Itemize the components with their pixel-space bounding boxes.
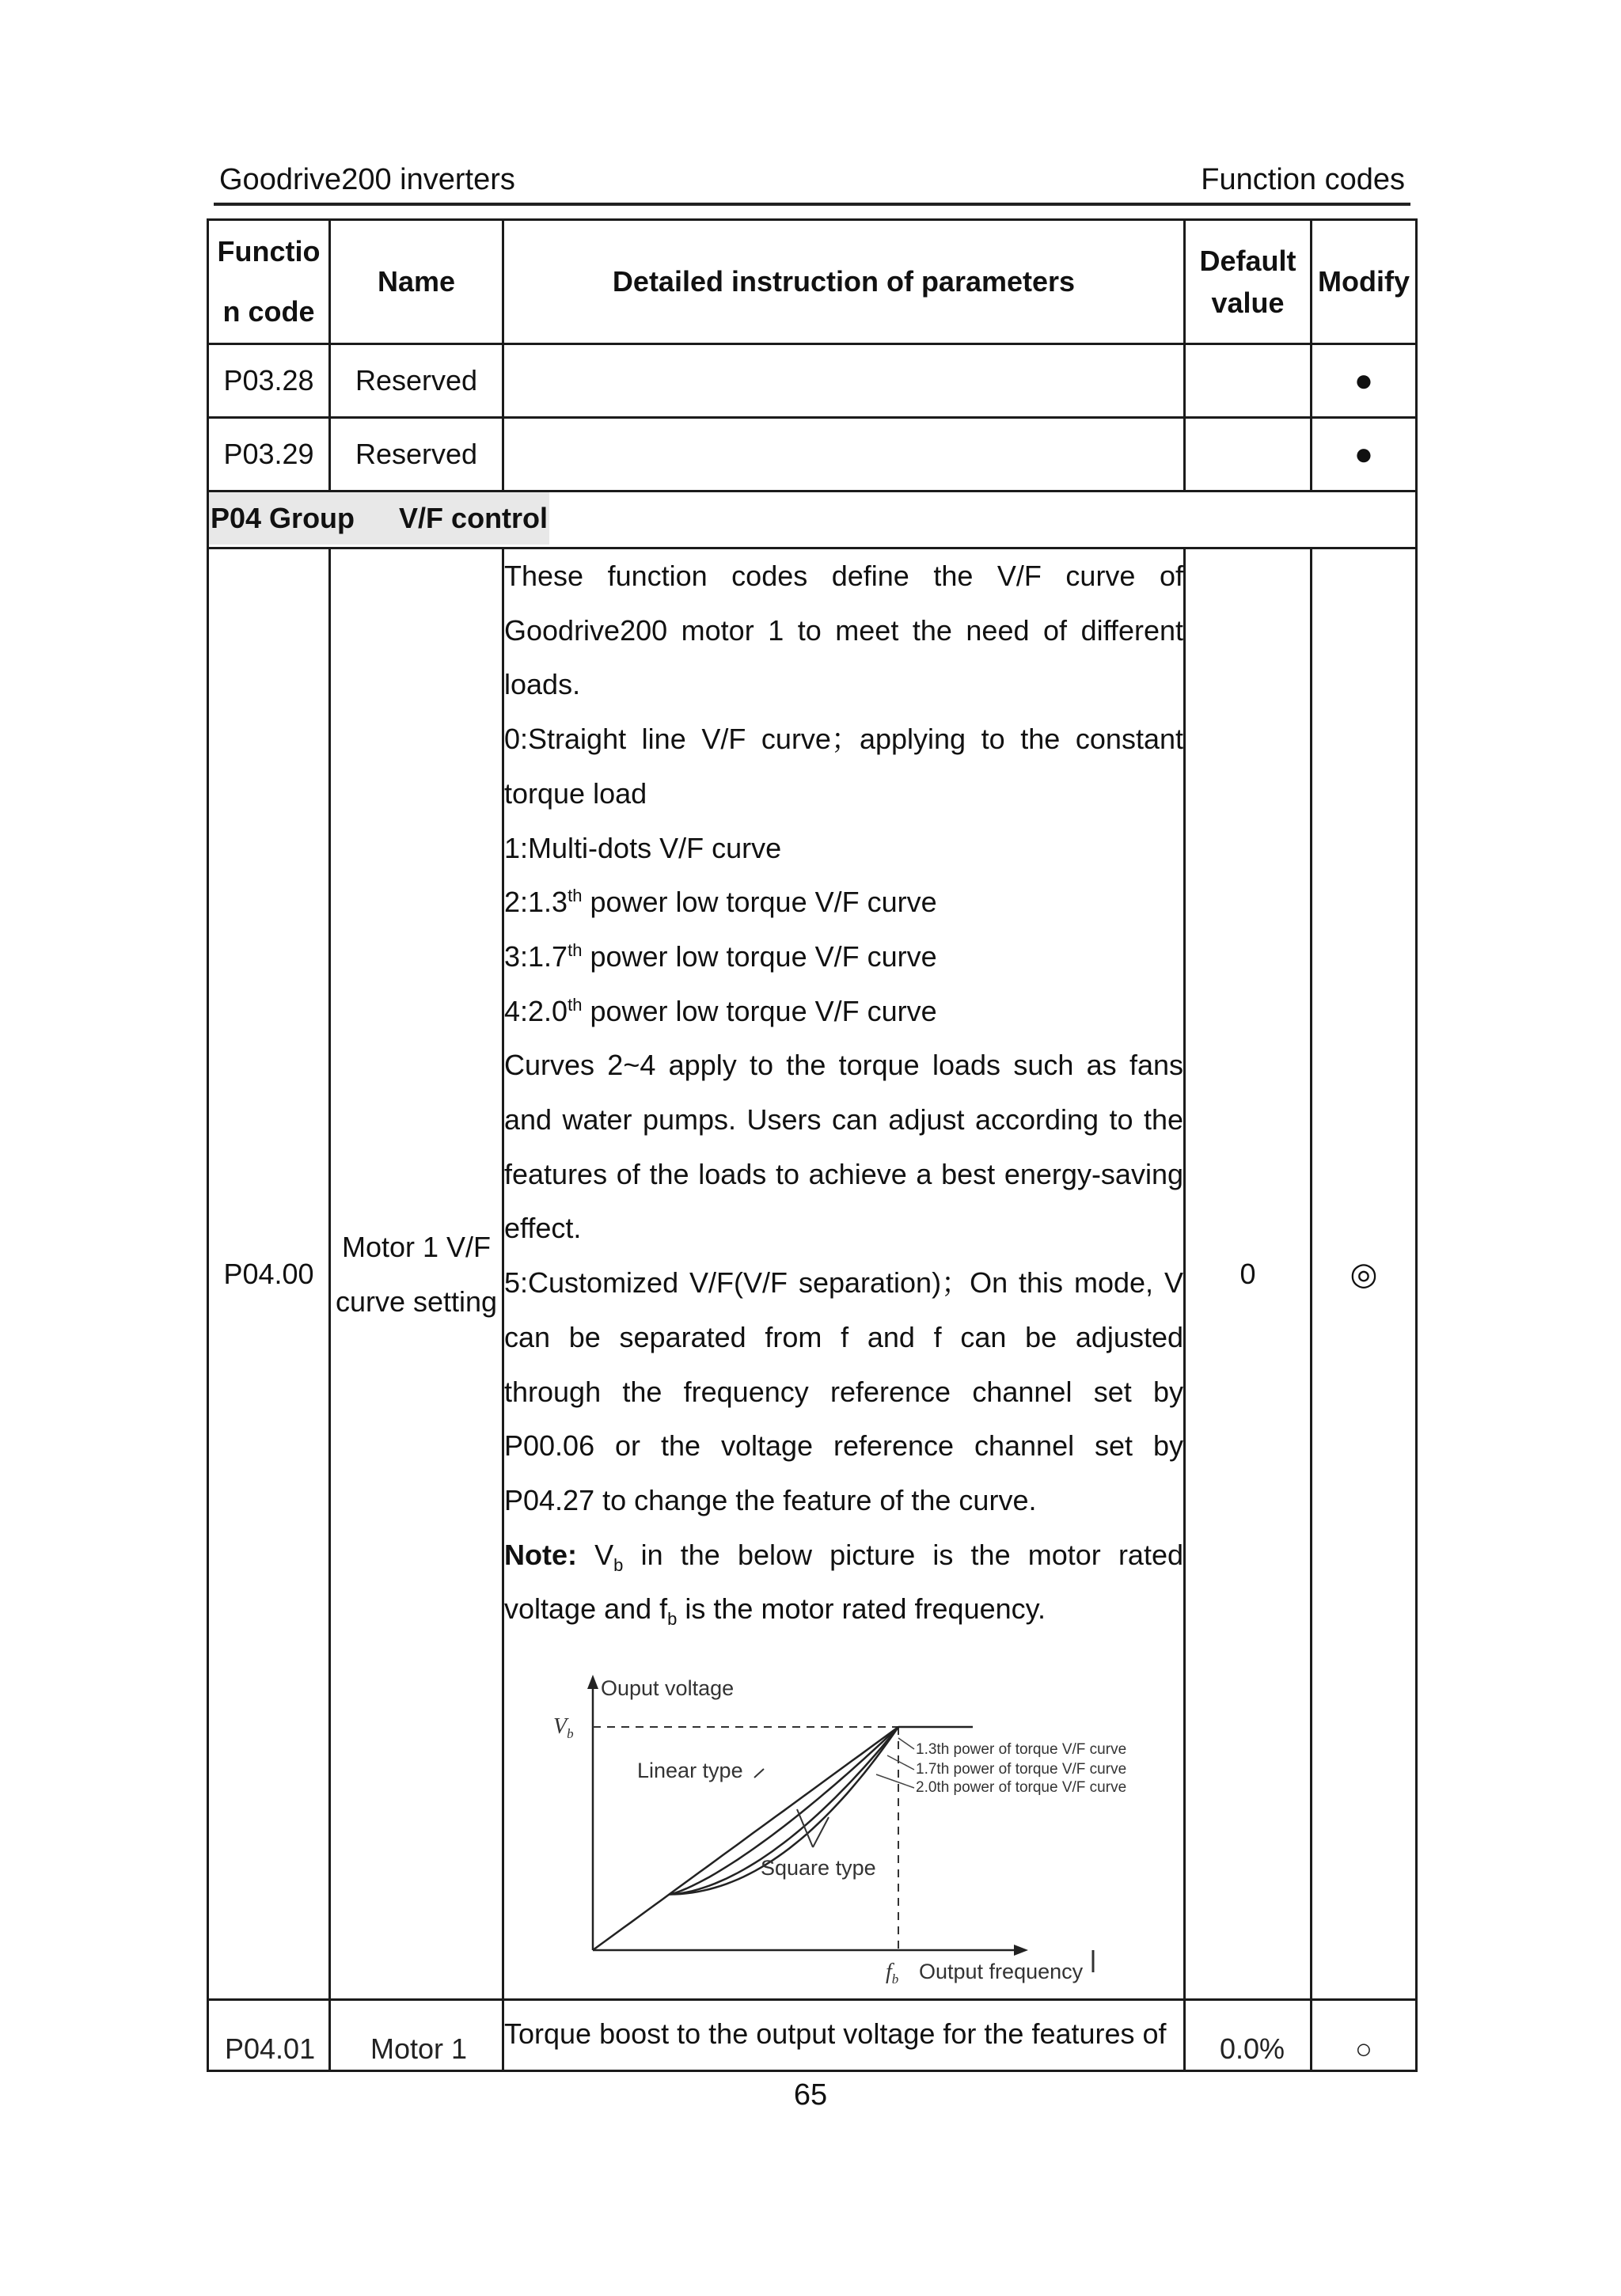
- group-row: [208, 491, 1417, 548]
- row-default: 0: [1185, 548, 1312, 2000]
- detail-note: Note: $V_b$ in the below picture is the motor rated voltage and $f_b$ is the motor rated frequency.: [504, 1538, 1183, 1630]
- group-code: P04 Group: [211, 502, 355, 534]
- row-name: Reserved: [330, 344, 503, 418]
- x-marker-fb: $f_b$: [886, 1960, 899, 1987]
- linear-leader: [754, 1769, 764, 1778]
- y-marker-vb: $V_b$: [553, 1714, 574, 1742]
- col-header-default-line1: Default: [1199, 245, 1296, 277]
- annotation-square: Square type: [761, 1856, 876, 1880]
- group-label: [209, 492, 549, 545]
- row-detail: [503, 418, 1185, 491]
- detail-option-0: 0:Straight line V/F curve；applying to the constant torque load: [504, 723, 1183, 810]
- c13-leader: [898, 1738, 914, 1749]
- vf-curve-chart: [504, 1640, 1181, 1987]
- row-code: P03.28: [208, 344, 330, 418]
- row-modify-dot: ●: [1312, 344, 1417, 418]
- y-axis-arrow: [587, 1675, 598, 1689]
- c20-leader: [876, 1774, 914, 1788]
- row-modify-dot: ●: [1312, 418, 1417, 491]
- detail-option-3: 3:1.7th power low torque V/F curve: [504, 939, 937, 973]
- row-detail: Torque boost to the output voltage for the features of: [503, 2000, 1185, 2071]
- note-label: Note:: [504, 1538, 577, 1571]
- function-code-table: [207, 218, 1418, 2072]
- row-modify-mark: ◎: [1312, 548, 1417, 2000]
- row-detail: [503, 548, 1185, 2000]
- row-name: Reserved: [330, 418, 503, 491]
- p04-01-code-cut: P04.01: [225, 2032, 316, 2065]
- detail-option-4: 4:2.0th power low torque V/F curve: [504, 994, 937, 1027]
- row-code: P04.00: [208, 548, 330, 2000]
- col-header-modify: Modify: [1312, 220, 1417, 344]
- row-default: [1185, 344, 1312, 418]
- table-header-row: [208, 220, 1417, 344]
- annotation-c13: 1.3th power of torque V/F curve: [916, 1741, 1127, 1759]
- running-header-section: Function codes: [1201, 163, 1405, 196]
- col-header-code-line2: n code: [222, 295, 315, 328]
- annotation-linear: Linear type: [637, 1759, 743, 1783]
- annotation-c20: 2.0th power of torque V/F curve: [916, 1779, 1127, 1797]
- col-header-code-line1: Functio: [217, 235, 321, 268]
- group-cell: [208, 491, 1417, 548]
- row-default: [1185, 418, 1312, 491]
- detail-option-5: 5:Customized V/F(V/F separation)；On this mode, V can be separated from f and f can be adjusted through the frequency reference channel set by P00.06 or the voltage reference channel set by P04.27 to change the feature of the curve.: [504, 1266, 1183, 1516]
- col-header-function-code: [208, 220, 330, 344]
- row-name: [330, 548, 503, 2000]
- c17-leader: [887, 1755, 914, 1770]
- detail-option-1: 1:Multi-dots V/F curve: [504, 831, 782, 864]
- col-header-default: [1185, 220, 1312, 344]
- annotation-c17: 1.7th power of torque V/F curve: [916, 1761, 1127, 1778]
- col-header-detail: Detailed instruction of parameters: [503, 220, 1185, 344]
- table-row: [208, 344, 1417, 418]
- x-axis-arrow: [1014, 1945, 1028, 1956]
- header-rule: [214, 203, 1410, 206]
- page-number: 65: [793, 2078, 828, 2112]
- p04-01-name-cut: Motor 1: [370, 2032, 468, 2065]
- detail-option-2: 2:1.3th power low torque V/F curve: [504, 886, 937, 919]
- p04-01-default-cut: 0.0%: [1220, 2032, 1285, 2065]
- y-axis-label: Ouput voltage: [601, 1676, 735, 1701]
- table-row: [208, 418, 1417, 491]
- row-name-line1: Motor 1 V/F: [341, 1230, 492, 1263]
- row-code: P03.29: [208, 418, 330, 491]
- detail-curves-note: Curves 2~4 apply to the torque loads such as fans and water pumps. Users can adjust according to the features of the loads to achieve a best energy-saving effect.: [504, 1049, 1183, 1245]
- group-title: V/F control: [399, 502, 549, 534]
- detail-intro: These function codes define the V/F curve of Goodrive200 motor 1 to meet the need of different loads.: [504, 560, 1183, 701]
- row-detail: [503, 344, 1185, 418]
- chart-axes: [593, 1683, 1019, 1950]
- table-row-p04-00: [208, 548, 1417, 2000]
- x-axis-label: Output frequency: [919, 1960, 1084, 1984]
- running-header-title: Goodrive200 inverters: [219, 163, 515, 196]
- row-name-line2: curve setting: [335, 1285, 498, 1318]
- col-header-default-line2: value: [1211, 287, 1285, 319]
- col-header-name: Name: [330, 220, 503, 344]
- p04-01-modify-cut: ○: [1355, 2032, 1372, 2065]
